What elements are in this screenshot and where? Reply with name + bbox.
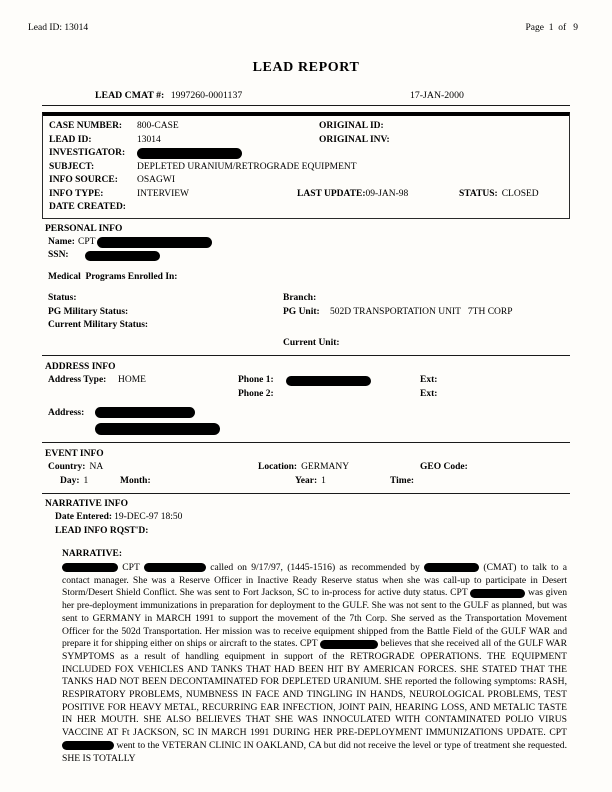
redaction-bar bbox=[144, 563, 206, 572]
last-update-group bbox=[297, 188, 459, 202]
pg-military-group bbox=[48, 306, 283, 320]
year-group bbox=[295, 475, 390, 489]
date-created-label: DATE CREATED: bbox=[49, 202, 126, 212]
ext2-label: Ext: bbox=[420, 388, 438, 399]
medical-programs-row bbox=[42, 271, 570, 285]
redaction-bar-phone1 bbox=[286, 376, 371, 386]
current-military-row bbox=[42, 319, 570, 333]
branch-label: Branch: bbox=[283, 293, 317, 303]
ssn-label: SSN: bbox=[48, 250, 69, 260]
pg-military-status-label: PG Military Status: bbox=[48, 306, 129, 317]
address-info-heading: ADDRESS INFO bbox=[45, 362, 116, 372]
date-entered-value: 19-DEC-97 18:50 bbox=[114, 512, 183, 522]
address-type-value: HOME bbox=[118, 375, 146, 385]
redaction-bar bbox=[424, 563, 479, 572]
month-group bbox=[120, 475, 295, 489]
redaction-bar bbox=[320, 640, 378, 649]
lead-id-header: Lead ID: 13014 bbox=[28, 23, 89, 33]
report-date: 17-JAN-2000 bbox=[410, 90, 464, 101]
subject-value: DEPLETED URANIUM/RETROGRADE EQUIPMENT bbox=[137, 161, 357, 172]
pg-unit-label: PG Unit: bbox=[283, 306, 320, 317]
narrative-info-section bbox=[42, 494, 570, 765]
address-type-row bbox=[42, 374, 570, 388]
phone1-label: Phone 1: bbox=[238, 375, 274, 385]
current-military-status-label: Current Military Status: bbox=[48, 320, 149, 330]
day-label: Day: bbox=[60, 475, 80, 486]
day-row bbox=[42, 475, 570, 489]
geo-code-label: GEO Code: bbox=[420, 462, 468, 472]
horizontal-rule bbox=[42, 105, 570, 106]
pg-unit-value: 502D TRANSPORTATION UNIT 7TH CORP bbox=[330, 306, 513, 317]
ext1-label: Ext: bbox=[420, 375, 438, 385]
narrative-label: NARRATIVE: bbox=[62, 549, 122, 559]
info-source-value: OSAGWI bbox=[137, 175, 175, 185]
address-redactions bbox=[95, 407, 220, 435]
lead-id-value: 13014 bbox=[137, 134, 161, 145]
lead-cmat-label: LEAD CMAT #: bbox=[95, 90, 165, 101]
personal-info-section bbox=[42, 219, 570, 356]
country-value: NA bbox=[89, 462, 104, 472]
pstatus-label: Status: bbox=[48, 293, 77, 303]
info-type-row bbox=[43, 188, 569, 202]
address-info-section bbox=[42, 356, 570, 442]
redaction-bar bbox=[62, 563, 118, 572]
current-unit-row bbox=[42, 337, 570, 351]
country-label: Country: bbox=[48, 462, 86, 472]
country-group bbox=[48, 461, 258, 475]
redaction-bar-address-1 bbox=[95, 407, 195, 418]
name-label: Name: bbox=[48, 236, 75, 247]
report-title: LEAD REPORT bbox=[252, 60, 360, 75]
page-header bbox=[0, 0, 612, 35]
investigator-label: INVESTIGATOR: bbox=[49, 148, 126, 158]
narrative-info-heading: NARRATIVE INFO bbox=[45, 499, 128, 509]
status-label: STATUS: bbox=[459, 188, 498, 199]
day-value: 1 bbox=[83, 475, 89, 486]
country-row bbox=[42, 461, 570, 475]
name-rank: CPT bbox=[78, 236, 96, 247]
info-source-row bbox=[43, 174, 569, 188]
lead-info-rqstd-label: LEAD INFO RQST'D: bbox=[55, 525, 149, 536]
phone2-label: Phone 2: bbox=[238, 388, 274, 399]
redaction-bar bbox=[62, 741, 114, 750]
month-label: Month: bbox=[120, 475, 151, 486]
address-type-group bbox=[48, 374, 238, 388]
year-value: 1 bbox=[321, 475, 326, 486]
pstatus-group bbox=[48, 292, 283, 306]
redaction-bar-ssn bbox=[85, 251, 160, 261]
case-info-section bbox=[42, 112, 570, 219]
date-entered-row bbox=[42, 511, 570, 525]
subject-row bbox=[43, 161, 569, 175]
address-label: Address: bbox=[48, 408, 85, 418]
page-number-header: Page 1 of 9 bbox=[525, 23, 578, 33]
date-created-row bbox=[43, 201, 569, 215]
medical-programs-label: Medical Programs Enrolled In: bbox=[48, 271, 178, 282]
current-unit-label: Current Unit: bbox=[283, 337, 340, 348]
original-id-label: ORIGINAL ID: bbox=[319, 121, 384, 131]
narrative-text: CPT called on 9/17/97, (1445-1516) as recommended by (CMAT) to talk to a contact manager. She was a Reserve Officer in Inactive Ready Reserve status when she was call-up to participate in Desert Storm/Desert Shield Conflict. She was sent to Fort Jackson, SC to in-process for active duty status. CPT was given her pre-deployment immunizations in preparation for deployment to the GULF. She was not sent to the GULF as planned, but was sent to GERMANY in MARCH 1991 to support the movement of the 7th Corp. She served as the Transportation Movement Officer for the 502d Transportation. Her mission was to receive equipment shipped from the Battle Field of the GULF WAR and prepare it for shipping either on ships or aircraft to the states. CPT believes that she received all of the GULF WAR SYMPTOMS as a result of handling equipment in support of the RETROGRADE OPERATIONS. THE EQUIPMENT INCLUDED FOX VEHICLES AND TANKS THAT HAD BEEN HIT BY AMERICAN FORCES. SHE STATED THAT THE TANKS HAD NOT BEEN DECONTAMINATED FOR DEPLETED URANIUM. SHE reported the following symptoms: RASH, RESPIRATORY PROBLEMS, NUMBNESS IN FACE AND TINGLING IN HANDS, NEUROLOGICAL PROBLEMS, TEST POSITIVE FOR HEAVY METAL, RECURRING EAR INFECTION, JOINT PAIN, HEARING LOSS, AND METALIC TASTE IN HER MOUTH. SHE ALSO BELIEVES THAT SHE WAS INNOCULATED WITH CONTAMINATED POLIO VIRUS VACCINE AT Ft JACKSON, SC IN MARCH 1991 DURING HER PRE-DEPLOYMENT IMMUNIZATIONS UPDATE. CPT went to the VETERAN CLINIC IN OAKLAND, CA but did not receive the level or type of treatment she requested. SHE IS TOTALLY bbox=[62, 562, 568, 764]
pg-military-row bbox=[42, 306, 570, 320]
phone1-group bbox=[238, 374, 420, 388]
location-group bbox=[258, 461, 420, 475]
phone2-row bbox=[42, 388, 570, 402]
ssn-row bbox=[42, 249, 570, 263]
lead-info-rqstd-row bbox=[42, 525, 570, 539]
original-inv-label: ORIGINAL INV: bbox=[319, 134, 390, 145]
lead-cmat-number: 1997260-0001137 bbox=[170, 90, 243, 101]
redaction-bar bbox=[470, 589, 525, 598]
lead-id-row bbox=[43, 134, 569, 148]
day-group bbox=[60, 475, 120, 489]
status-branch-row bbox=[42, 292, 570, 306]
personal-info-heading: PERSONAL INFO bbox=[45, 223, 123, 234]
name-row bbox=[42, 236, 570, 250]
location-value: GERMANY bbox=[301, 462, 350, 472]
investigator-row bbox=[43, 147, 569, 161]
phone2-group bbox=[238, 388, 420, 402]
info-type-label: INFO TYPE: bbox=[49, 188, 104, 199]
address-row bbox=[42, 407, 570, 435]
info-type-value: INTERVIEW bbox=[137, 188, 189, 199]
status-value: CLOSED bbox=[501, 188, 539, 199]
info-source-label: INFO SOURCE: bbox=[49, 175, 118, 185]
lead-cmat-row bbox=[42, 89, 570, 102]
last-update-value: 09-JAN-98 bbox=[365, 188, 409, 199]
address-type-label: Address Type: bbox=[48, 375, 107, 385]
case-number-value: 800-CASE bbox=[137, 121, 179, 131]
redaction-bar-name bbox=[97, 237, 212, 248]
case-number-row bbox=[43, 120, 569, 134]
date-entered-label: Date Entered: bbox=[55, 512, 113, 522]
case-number-label: CASE NUMBER: bbox=[49, 121, 123, 131]
redaction-bar-investigator bbox=[137, 148, 242, 159]
year-label: Year: bbox=[295, 475, 318, 486]
event-info-heading: EVENT INFO bbox=[45, 449, 104, 459]
lead-id-label: LEAD ID: bbox=[49, 134, 92, 145]
time-label: Time: bbox=[390, 475, 415, 486]
location-label: Location: bbox=[258, 462, 298, 472]
redaction-bar-address-2 bbox=[95, 423, 220, 435]
last-update-label: LAST UPDATE: bbox=[297, 188, 366, 199]
subject-label: SUBJECT: bbox=[49, 161, 95, 172]
event-info-section bbox=[42, 443, 570, 493]
